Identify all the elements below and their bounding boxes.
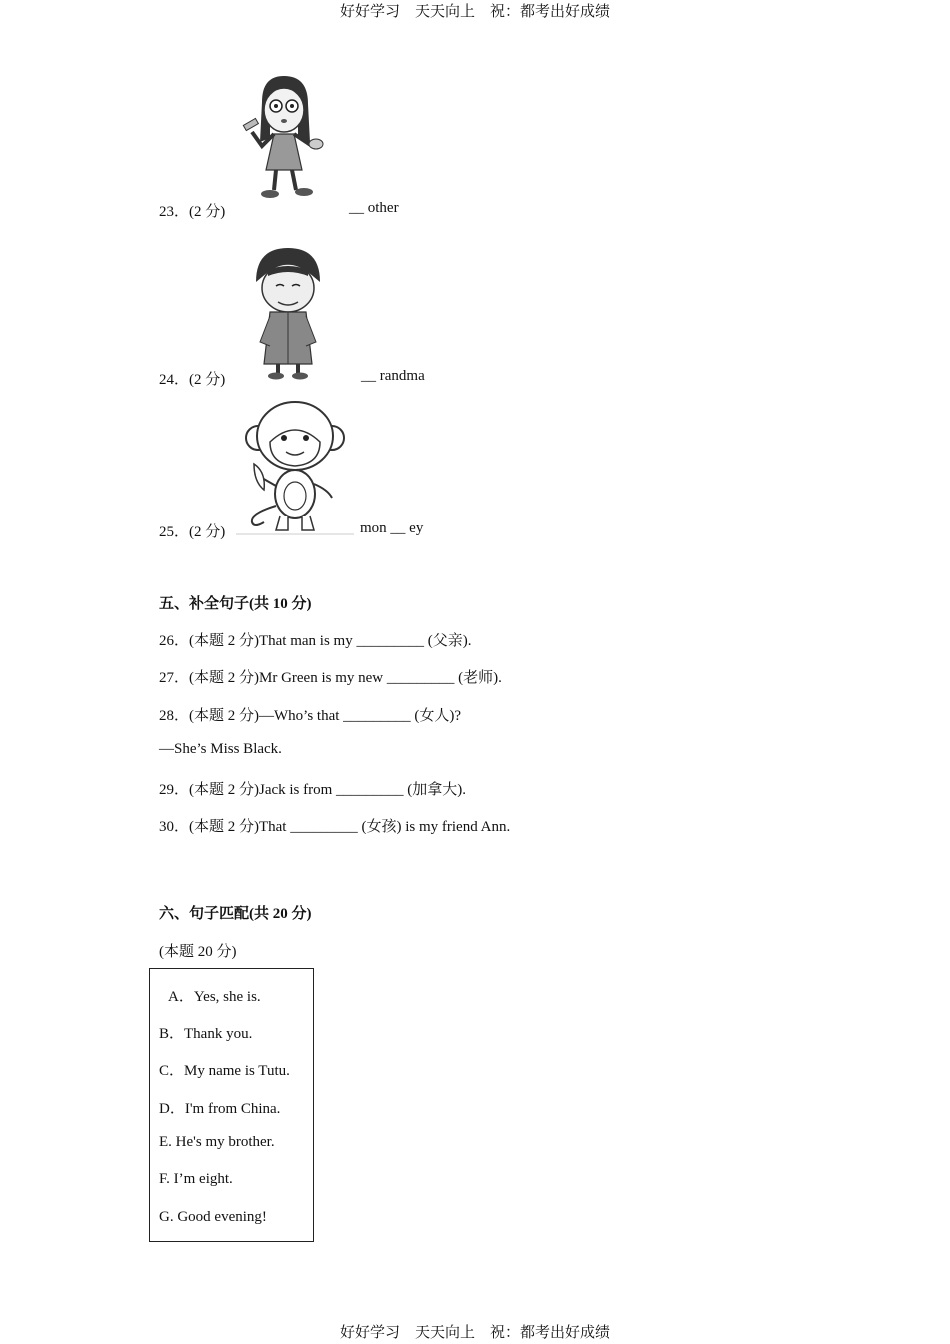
monkey-picture	[236, 398, 354, 538]
question-30: 30．(本题 2 分)That _________ (女孩) is my friend Ann.	[159, 819, 511, 835]
section-6-title: 六、句子匹配(共 20 分)	[159, 906, 312, 922]
question-23-answer: __ other	[349, 200, 399, 216]
question-28: 28．(本题 2 分)—Who’s that _________ (女人)?	[159, 708, 462, 724]
question-26: 26．(本题 2 分)That man is my _________ (父亲).	[159, 633, 472, 649]
option-a: A．Yes, she is.	[168, 989, 261, 1005]
question-29: 29．(本题 2 分)Jack is from _________ (加拿大).	[159, 782, 467, 798]
option-c: C．My name is Tutu.	[159, 1063, 290, 1079]
question-25-answer: mon __ ey	[360, 520, 424, 536]
option-e: E. He's my brother.	[159, 1134, 275, 1150]
question-27: 27．(本题 2 分)Mr Green is my new _________ (老师).	[159, 670, 502, 686]
page-header: 好好学习 天天向上 祝：都考出好成绩	[339, 4, 610, 20]
grandma-picture	[248, 246, 328, 380]
question-25-number: 25．(2 分)	[159, 524, 226, 540]
question-28-reply: —She’s Miss Black.	[159, 741, 282, 757]
options-box	[149, 968, 314, 1242]
question-24-number: 24．(2 分)	[159, 372, 226, 388]
girl-picture	[240, 72, 330, 202]
page-footer: 好好学习 天天向上 祝：都考出好成绩	[339, 1325, 610, 1341]
option-f: F. I’m eight.	[159, 1171, 233, 1187]
question-23-number: 23．(2 分)	[159, 204, 226, 220]
option-b: B．Thank you.	[159, 1026, 253, 1042]
question-24-answer: __ randma	[361, 368, 425, 384]
option-d: D．I'm from China.	[159, 1101, 281, 1117]
option-g: G. Good evening!	[159, 1209, 267, 1225]
section-6-note: (本题 20 分)	[159, 944, 237, 960]
section-5-title: 五、补全句子(共 10 分)	[159, 596, 312, 612]
